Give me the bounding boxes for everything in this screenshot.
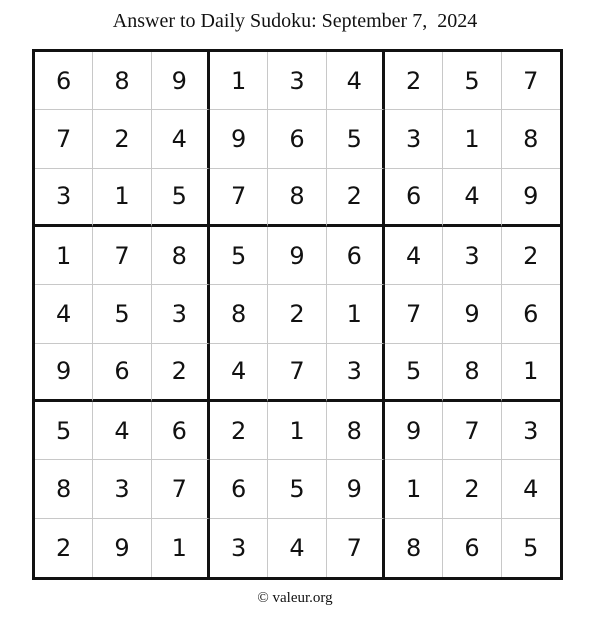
sudoku-cell: 1 <box>268 402 326 460</box>
page-title: Answer to Daily Sudoku: September 7, 2024 <box>112 10 478 32</box>
sudoku-cell: 8 <box>152 227 210 285</box>
sudoku-cell: 4 <box>268 519 326 577</box>
sudoku-cell: 1 <box>327 285 385 343</box>
sudoku-cell: 2 <box>443 460 501 518</box>
sudoku-cell: 5 <box>93 285 151 343</box>
sudoku-cell: 1 <box>502 344 560 402</box>
sudoku-cell: 8 <box>385 519 443 577</box>
sudoku-cell: 9 <box>268 227 326 285</box>
sudoku-cell: 1 <box>35 227 93 285</box>
sudoku-cell: 8 <box>327 402 385 460</box>
sudoku-cell: 2 <box>385 52 443 110</box>
sudoku-cell: 3 <box>502 402 560 460</box>
sudoku-cell: 4 <box>152 110 210 168</box>
sudoku-cell: 7 <box>443 402 501 460</box>
sudoku-cell: 6 <box>210 460 268 518</box>
sudoku-cell: 3 <box>210 519 268 577</box>
sudoku-cell: 3 <box>152 285 210 343</box>
sudoku-cell: 1 <box>152 519 210 577</box>
sudoku-cell: 2 <box>152 344 210 402</box>
sudoku-cell: 3 <box>443 227 501 285</box>
sudoku-cell: 7 <box>268 344 326 402</box>
sudoku-cell: 2 <box>35 519 93 577</box>
sudoku-cell: 5 <box>385 344 443 402</box>
sudoku-cell: 5 <box>327 110 385 168</box>
sudoku-cell: 7 <box>502 52 560 110</box>
sudoku-cell: 2 <box>93 110 151 168</box>
sudoku-cell: 7 <box>327 519 385 577</box>
sudoku-cell: 8 <box>93 52 151 110</box>
sudoku-cell: 7 <box>35 110 93 168</box>
sudoku-cell: 5 <box>210 227 268 285</box>
sudoku-cell: 9 <box>385 402 443 460</box>
sudoku-cell: 3 <box>35 169 93 227</box>
sudoku-cell: 4 <box>210 344 268 402</box>
sudoku-cell: 2 <box>327 169 385 227</box>
sudoku-cell: 8 <box>35 460 93 518</box>
sudoku-cell: 2 <box>268 285 326 343</box>
sudoku-cell: 8 <box>443 344 501 402</box>
sudoku-cell: 6 <box>502 285 560 343</box>
sudoku-cell: 8 <box>210 285 268 343</box>
sudoku-cell: 4 <box>502 460 560 518</box>
sudoku-cell: 5 <box>268 460 326 518</box>
sudoku-cell: 6 <box>152 402 210 460</box>
sudoku-cell: 2 <box>210 402 268 460</box>
sudoku-cell: 6 <box>268 110 326 168</box>
sudoku-cell: 5 <box>443 52 501 110</box>
sudoku-cell: 9 <box>327 460 385 518</box>
sudoku-cell: 3 <box>327 344 385 402</box>
sudoku-cell: 1 <box>210 52 268 110</box>
sudoku-cell: 9 <box>210 110 268 168</box>
sudoku-cell: 4 <box>93 402 151 460</box>
sudoku-cell: 8 <box>502 110 560 168</box>
sudoku-cell: 9 <box>502 169 560 227</box>
sudoku-cell: 5 <box>152 169 210 227</box>
sudoku-cell: 6 <box>93 344 151 402</box>
sudoku-grid <box>32 49 563 580</box>
sudoku-cell: 7 <box>93 227 151 285</box>
sudoku-cell: 7 <box>385 285 443 343</box>
sudoku-cell: 1 <box>443 110 501 168</box>
copyright-footer: © valeur.org <box>257 590 333 606</box>
sudoku-cell: 3 <box>268 52 326 110</box>
sudoku-cell: 3 <box>385 110 443 168</box>
sudoku-cell: 4 <box>385 227 443 285</box>
sudoku-cell: 4 <box>35 285 93 343</box>
sudoku-cell: 5 <box>35 402 93 460</box>
sudoku-cell: 9 <box>152 52 210 110</box>
sudoku-cell: 6 <box>327 227 385 285</box>
sudoku-cell: 6 <box>35 52 93 110</box>
sudoku-cell: 9 <box>93 519 151 577</box>
sudoku-cell: 4 <box>327 52 385 110</box>
sudoku-cell: 5 <box>523 533 539 562</box>
sudoku-cell: 3 <box>93 460 151 518</box>
sudoku-cell: 4 <box>443 169 501 227</box>
sudoku-cell: 7 <box>152 460 210 518</box>
sudoku-cell: 7 <box>210 169 268 227</box>
sudoku-cell: 6 <box>385 169 443 227</box>
sudoku-cell: 1 <box>385 460 443 518</box>
sudoku-cell: 6 <box>443 519 501 577</box>
sudoku-cell: 9 <box>35 344 93 402</box>
sudoku-cell: 8 <box>268 169 326 227</box>
sudoku-cell: 1 <box>93 169 151 227</box>
sudoku-cell: 9 <box>443 285 501 343</box>
sudoku-cell: 2 <box>502 227 560 285</box>
